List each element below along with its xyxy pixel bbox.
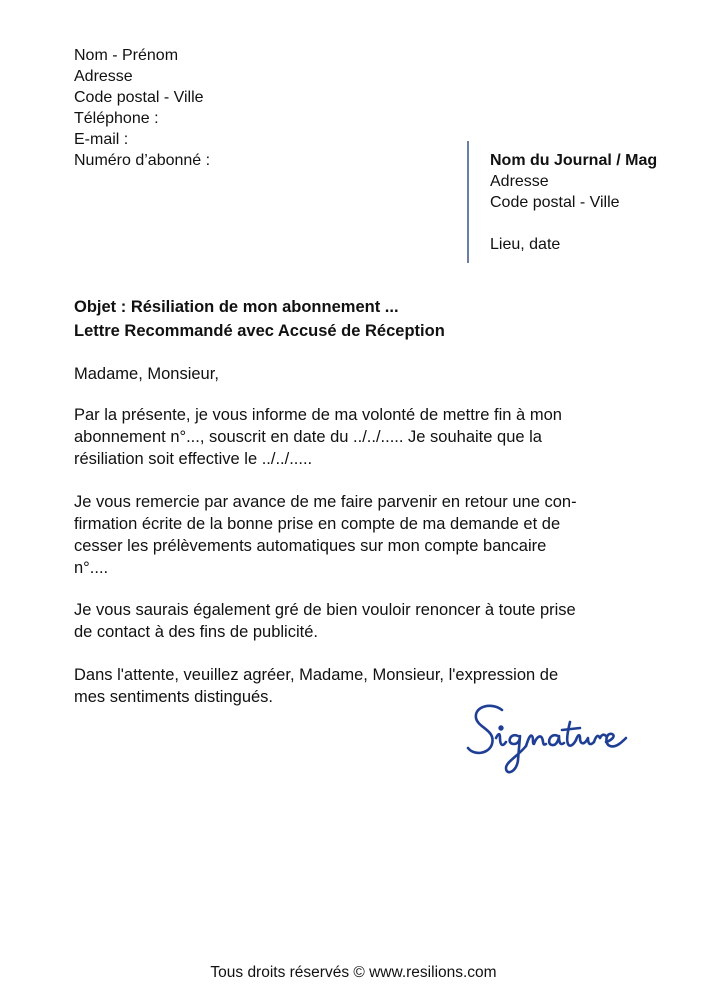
- paragraph-line: Je vous saurais également gré de bien vouloir renoncer à toute prise: [74, 601, 576, 619]
- sender-block: [74, 45, 210, 171]
- sender-name: Nom - Prénom: [74, 47, 179, 64]
- paragraph-confirmation-request: [74, 491, 644, 579]
- place-date: Lieu, date: [490, 236, 561, 253]
- recipient-divider: [467, 141, 469, 263]
- paragraph-termination-request: [74, 404, 644, 470]
- paragraph-line: Je vous remercie par avance de me faire parvenir en retour une con-: [74, 493, 577, 511]
- paragraph-line: n°....: [74, 559, 109, 577]
- paragraph-line: résiliation soit effective le ../../.....: [74, 450, 313, 468]
- subject-block: [74, 295, 445, 343]
- sender-address: Adresse: [74, 68, 133, 85]
- paragraph-no-advertising: [74, 599, 644, 643]
- paragraph-line: firmation écrite de la bonne prise en compte de ma demande et de: [74, 515, 561, 533]
- salutation-text: Madame, Monsieur,: [74, 365, 219, 383]
- subject-mode: Lettre Recommandé avec Accusé de Réception: [74, 322, 445, 340]
- sender-subscriber-number: Numéro d’abonné :: [74, 152, 211, 169]
- footer-copyright: Tous droits réservés © www.resilions.com: [210, 964, 497, 981]
- paragraph-line: abonnement n°..., souscrit en date du ../../..... Je souhaite que la: [74, 428, 542, 446]
- paragraph-line: de contact à des fins de publicité.: [74, 623, 318, 641]
- paragraph-line: Par la présente, je vous informe de ma volonté de mettre fin à mon: [74, 406, 562, 424]
- sender-postal-city: Code postal - Ville: [74, 89, 204, 106]
- recipient-name: Nom du Journal / Mag: [490, 152, 658, 169]
- sender-phone: Téléphone :: [74, 110, 159, 127]
- subject-object: Objet : Résiliation de mon abonnement ...: [74, 298, 399, 316]
- salutation: [74, 363, 644, 385]
- paragraph-line: cesser les prélèvements automatiques sur mon compte bancaire: [74, 537, 547, 555]
- paragraph-line: Dans l'attente, veuillez agréer, Madame, Monsieur, l'expression de: [74, 666, 559, 684]
- handwritten-signature: [462, 698, 637, 783]
- recipient-address: Adresse: [490, 173, 549, 190]
- sender-email: E-mail :: [74, 131, 129, 148]
- recipient-postal-city: Code postal - Ville: [490, 194, 620, 211]
- paragraph-line: mes sentiments distingués.: [74, 688, 274, 706]
- recipient-spacer: [490, 213, 657, 234]
- recipient-block: [490, 150, 657, 255]
